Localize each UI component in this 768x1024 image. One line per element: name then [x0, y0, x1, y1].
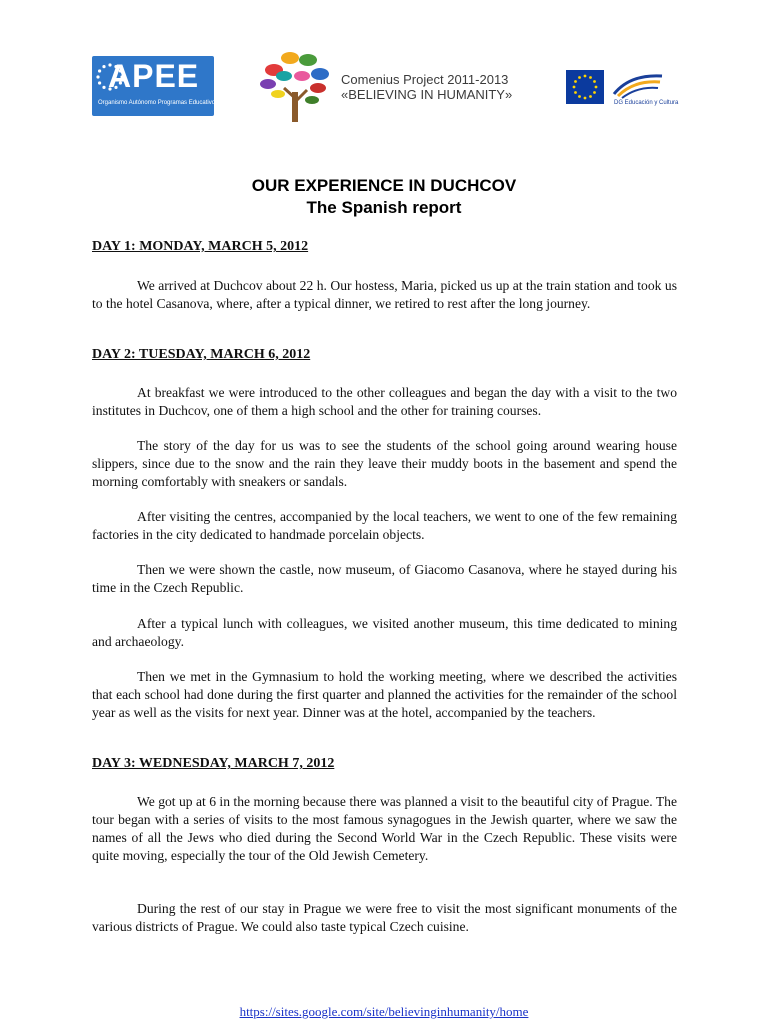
day-3-heading: DAY 3: WEDNESDAY, MARCH 7, 2012: [92, 756, 335, 771]
header-logos: [0, 48, 768, 124]
comenius-line-2: «BELIEVING IN HUMANITY»: [341, 87, 513, 102]
oapee-logo-text: APEE: [108, 58, 200, 94]
footer-site-link[interactable]: https://sites.google.com/site/believinginhumanity/home: [239, 1004, 529, 1019]
day-2-paragraph: At breakfast we were introduced to the other colleagues and began the day with a visit to the two institutes in Duchcov, one of them a high school and the other for training courses.: [92, 385, 677, 418]
document-subtitle: The Spanish report: [306, 198, 462, 217]
oapee-logo: [92, 56, 246, 116]
comenius-tree-icon: [254, 48, 336, 124]
eu-subtitle: DG Educación y Cultura: [614, 100, 679, 106]
day-2-paragraph: After visiting the centres, accompanied by the local teachers, we went to one of the few remaining factories in the city dedicated to handmade porcelain objects.: [92, 509, 677, 542]
day-3-paragraph: During the rest of our stay in Prague we were free to visit the most significant monuments of the various districts of Prague. We could also taste typical Czech cuisine.: [92, 901, 677, 934]
day-2-paragraph: Then we met in the Gymnasium to hold the working meeting, where we described the activities that each school had done during the first quarter and planned the activities for the remainder of the school year as well as the visits for next year. Dinner was at the hotel, accompanied by the teachers.: [92, 669, 677, 720]
day-3-paragraph: We got up at 6 in the morning because there was planned a visit to the beautiful city of Prague. The tour began with a series of visits to the most famous synagogues in the Jewish quarter, where we saw the names of all the Jews who died during the Second World War in the Czech Republic. These visits were quite moving, especially the tour of the Old Jewish Cemetery.: [92, 794, 677, 863]
comenius-line-1: Comenius Project 2011-2013: [341, 72, 509, 87]
document-title: OUR EXPERIENCE IN DUCHCOV: [251, 176, 517, 195]
eu-flag-icon: [566, 70, 604, 104]
day-1-heading: DAY 1: MONDAY, MARCH 5, 2012: [92, 239, 309, 254]
eu-logo: [566, 70, 679, 110]
day-2-paragraph: Then we were shown the castle, now museum, of Giacomo Casanova, where he stayed during his time in the Czech Republic.: [92, 562, 677, 595]
day-2-paragraph: After a typical lunch with colleagues, we visited another museum, this time dedicated to mining and archaeology.: [92, 616, 677, 649]
day-2-heading: DAY 2: TUESDAY, MARCH 6, 2012: [92, 347, 311, 362]
day-1-paragraph: We arrived at Duchcov about 22 h. Our hostess, Maria, picked us up at the train station and took us to the hotel Casanova, where, after a typical dinner, we retired to rest after the long journey.: [92, 278, 677, 311]
day-2-paragraph: The story of the day for us was to see the students of the school going around wearing house slippers, since due to the snow and the rain they leave their muddy boots in the basement and spend the morning comfortably with sneakers or sandals.: [92, 438, 677, 489]
lifelong-learning-swoosh-icon: [610, 70, 666, 100]
oapee-subtitle: Organismo Autónomo Programas Educativos Europeos: [98, 100, 246, 106]
comenius-project-text: [341, 72, 512, 102]
